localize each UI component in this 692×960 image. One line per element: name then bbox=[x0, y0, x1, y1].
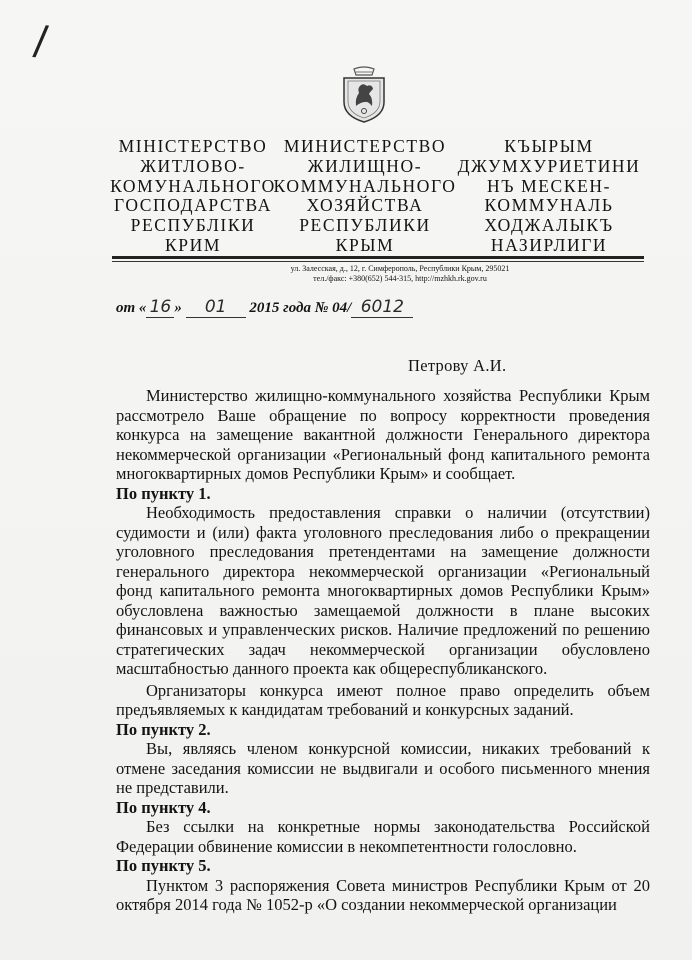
ministry-name-ukrainian: МІНІСТЕРСТВО ЖИТЛОВО- КОМУНАЛЬНОГО ГОСПОДАРСТВА РЕСПУБЛІКИ КРИМ bbox=[110, 136, 276, 255]
letter-body bbox=[116, 386, 650, 915]
outgoing-reference bbox=[116, 297, 413, 318]
header-divider-thin bbox=[112, 261, 644, 262]
item4-paragraph: Без ссылки на конкретные нормы законодательства Российской Федерации обвинение комиссии в некомпетентности голословно. bbox=[116, 817, 650, 856]
item1-heading: По пункту 1. bbox=[116, 483, 211, 503]
reference-prefix: от « bbox=[116, 300, 147, 316]
reference-quote-close: » bbox=[174, 300, 182, 316]
item5-heading: По пункту 5. bbox=[116, 856, 211, 875]
header-divider-thick bbox=[112, 256, 644, 259]
item1-paragraph-2: Организаторы конкурса имеют полное право определить объем предъявляемых к кандидатам требований и конкурсных заданий. bbox=[116, 680, 650, 719]
reference-number-prefix: № 04/ bbox=[314, 300, 352, 316]
item1-paragraph: Необходимость предоставления справки о наличии (отсутствии) судимости и (или) факта уголовного преследования либо о прекращении уголовного преследования претендентами на замещение должности генерального директора некоммерческой организации «Региональный фонд капитального ремонта многоквартирных домов Республики Крым» обусловлена важностью замещаемой должности в плане высоких финансовых и управленческих рисков. Наличие предложений по решению стратегических задач некоммерческой организации обусловлено масштабностью данного проекта как общереспубликанского. bbox=[116, 503, 650, 678]
crimea-coat-of-arms-icon bbox=[341, 66, 387, 124]
reference-month: 01 bbox=[186, 297, 246, 318]
reference-day: 16 bbox=[146, 297, 174, 318]
ministry-name-crimean-tatar: КЪЫРЫМ ДЖУМХУРИЕТИНИ НЪ МЕСКЕН- КОММУНАЛЬ ХОДЖАЛЫКЪ НАЗИРЛИГИ bbox=[457, 136, 641, 255]
address-line: ул. Залесская, д., 12, г. Симферополь, Республики Крым, 295021 bbox=[290, 264, 510, 273]
item2-heading: По пункту 2. bbox=[116, 719, 211, 739]
item5-paragraph: Пунктом 3 распоряжения Совета министров Республики Крым от 20 октября 2014 года № 1052-р «О создании некоммерческой организации bbox=[116, 875, 650, 914]
reference-number: 6012 bbox=[351, 297, 413, 318]
ministry-name-russian: МИНИСТЕРСТВО ЖИЛИЩНО- КОММУНАЛЬНОГО ХОЗЯЙСТВА РЕСПУБЛИКИ КРЫМ bbox=[273, 136, 457, 255]
handwritten-margin-mark: / bbox=[31, 17, 50, 65]
item2-paragraph: Вы, являясь членом конкурсной комиссии, никаких требований к отмене заседания комиссии не выдвигали и особого письменного мнения не представили. bbox=[116, 739, 650, 797]
reference-year: 2015 года bbox=[249, 300, 311, 316]
intro-paragraph: Министерство жилищно-коммунального хозяйства Республики Крым рассмотрело Ваше обращение по вопросу корректности проведения конкурса на замещение вакантной должности Генерального директора некоммерческой организации «Региональный фонд капитального ремонта многоквартирных домов Республики Крым» и сообщает. bbox=[116, 386, 650, 483]
item4-heading: По пункту 4. bbox=[116, 797, 211, 817]
contact-line: тел./факс: +380(652) 544-315, http://mzhkh.rk.gov.ru bbox=[313, 274, 487, 283]
addressee: Петрову А.И. bbox=[408, 356, 507, 375]
